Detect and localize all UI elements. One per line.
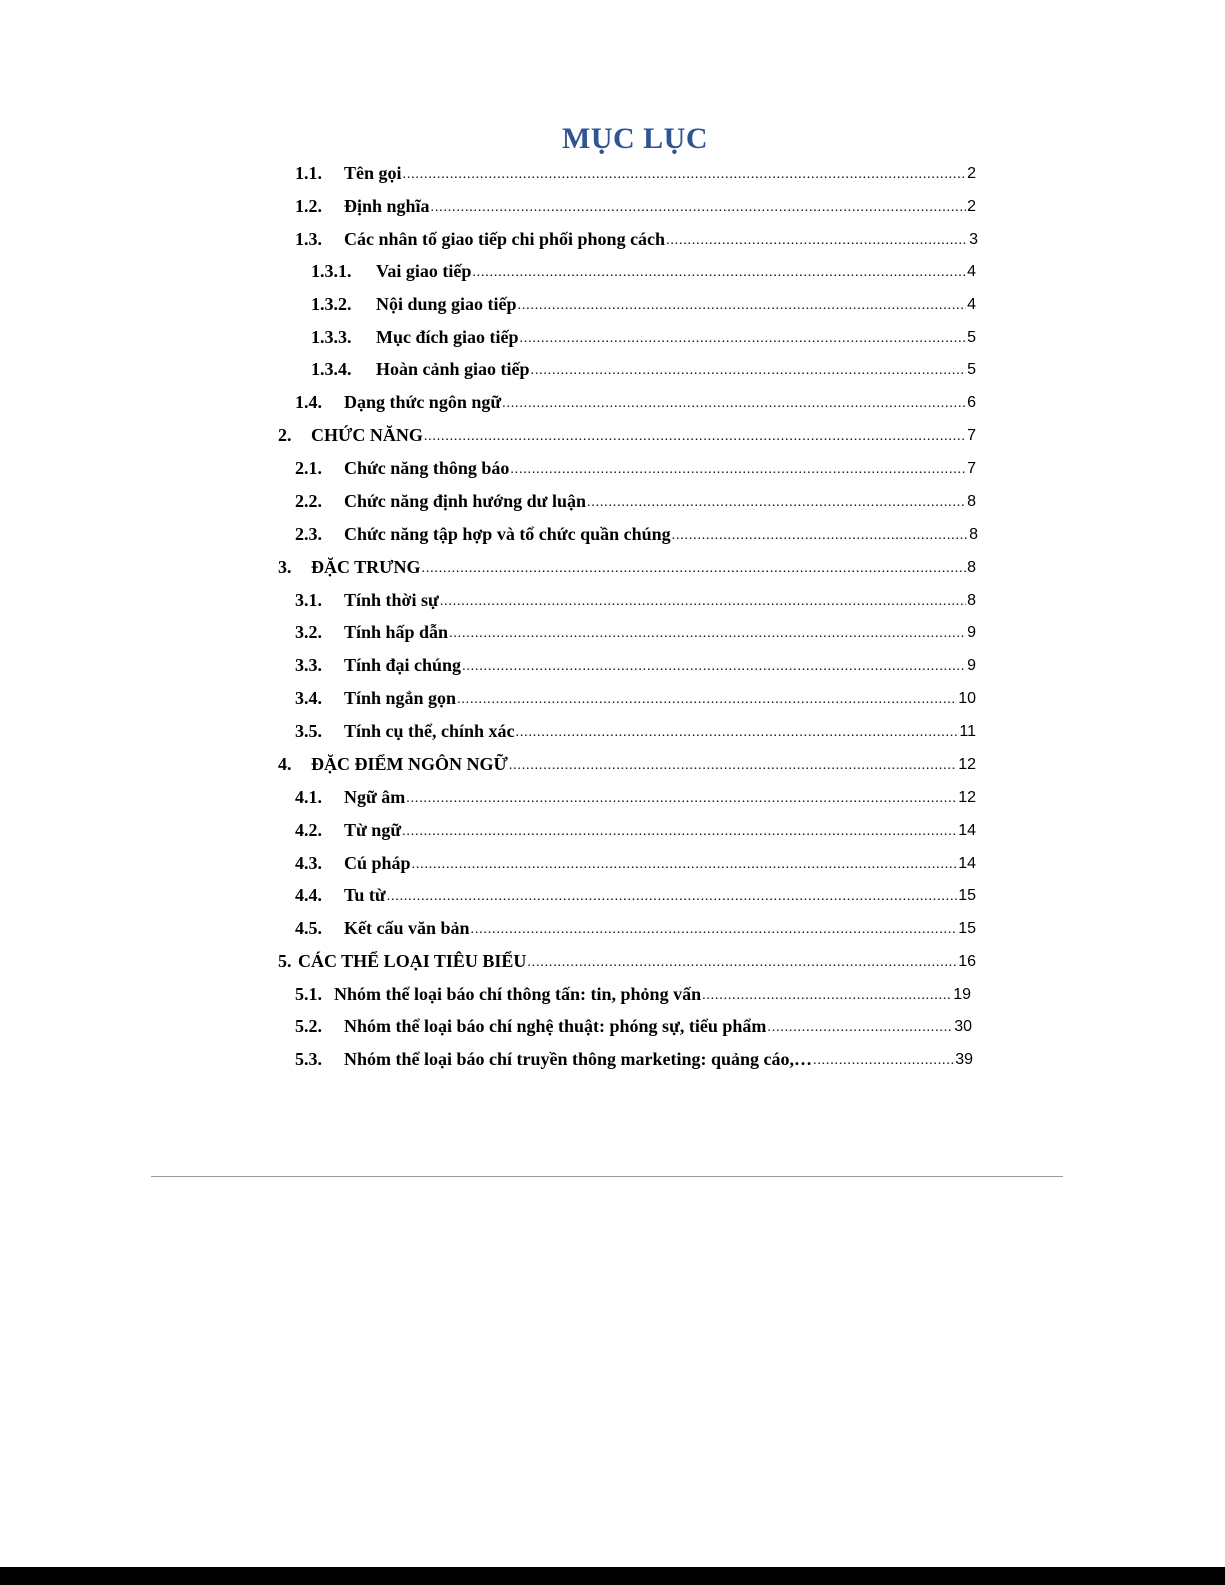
toc-entry[interactable]: [295, 880, 976, 906]
toc-title: Kết cấu văn bản: [344, 918, 470, 938]
toc-title: Chức năng định hướng dư luận: [344, 491, 586, 511]
toc-entry[interactable]: [295, 1011, 972, 1037]
toc-entry[interactable]: [295, 979, 971, 1005]
toc-page-number: 8: [967, 493, 976, 510]
toc-entry[interactable]: [295, 815, 976, 841]
toc-leader: [510, 461, 966, 479]
toc-entry[interactable]: [295, 158, 976, 184]
toc-title: Cú pháp: [344, 853, 411, 873]
toc-page-number: 12: [958, 789, 976, 806]
toc-entry[interactable]: [278, 420, 976, 446]
toc-page-number: 5: [967, 361, 976, 378]
toc-entry[interactable]: [311, 289, 976, 315]
toc-leader: [471, 921, 958, 939]
toc-entry[interactable]: [295, 848, 976, 874]
toc-page-number: 39: [955, 1051, 973, 1068]
toc-number: 3.5.: [295, 721, 322, 741]
toc-entry[interactable]: [311, 256, 976, 282]
toc-number: 4.2.: [295, 820, 322, 840]
toc-title: Tu từ: [344, 885, 386, 905]
toc-number: 5.2.: [295, 1016, 322, 1036]
toc-number: 1.3.: [295, 229, 322, 249]
toc-number: 4.5.: [295, 918, 322, 938]
toc-entry[interactable]: [295, 913, 976, 939]
toc-title: CHỨC NĂNG: [311, 425, 423, 445]
toc-number: 4.1.: [295, 787, 322, 807]
toc-leader: [813, 1052, 954, 1070]
toc-title: Từ ngữ: [344, 820, 402, 840]
toc-page-number: 2: [967, 165, 976, 182]
toc-title: Nhóm thể loại báo chí nghệ thuật: phóng sự, tiểu phẩm: [344, 1016, 767, 1036]
toc-entry[interactable]: [295, 585, 976, 611]
toc-page-number: 8: [967, 592, 976, 609]
toc-leader: [387, 888, 958, 906]
toc-leader: [509, 757, 957, 775]
toc-page-number: 16: [958, 953, 976, 970]
toc-title: CÁC THỂ LOẠI TIÊU BIỂU: [298, 951, 527, 971]
toc-entry[interactable]: [295, 519, 978, 545]
toc-page-number: 19: [953, 986, 971, 1003]
toc-number: 1.3.1.: [311, 261, 352, 281]
toc-leader: [531, 362, 967, 380]
toc-entry[interactable]: [295, 1044, 973, 1070]
toc-entry[interactable]: [295, 782, 976, 808]
toc-title: Nội dung giao tiếp: [376, 294, 517, 314]
toc-entry[interactable]: [295, 191, 976, 217]
toc-leader: [440, 593, 966, 611]
toc-leader: [412, 856, 958, 874]
toc-title: Tính cụ thể, chính xác: [344, 721, 515, 741]
page-divider: [151, 1176, 1063, 1177]
toc-title: ĐẶC TRƯNG: [311, 557, 421, 577]
toc-leader: [402, 823, 957, 841]
toc-page-number: 10: [958, 690, 976, 707]
toc-page-number: 9: [967, 624, 976, 641]
toc-leader: [431, 199, 967, 217]
toc-title: Hoàn cảnh giao tiếp: [376, 359, 530, 379]
toc-page-number: 4: [967, 296, 976, 313]
toc-entry[interactable]: [295, 224, 978, 250]
toc-page-number: 3: [969, 231, 978, 248]
page-bottom-edge: [0, 1567, 1225, 1585]
toc-leader: [666, 232, 968, 250]
toc-entry[interactable]: [295, 486, 976, 512]
toc-title: Tên gọi: [344, 163, 402, 183]
toc-page-number: 9: [967, 657, 976, 674]
toc-page-number: 15: [958, 920, 976, 937]
toc-page-number: 14: [958, 855, 976, 872]
toc-page-number: 8: [967, 559, 976, 576]
toc-leader: [422, 560, 967, 578]
toc-title: Tính thời sự: [344, 590, 439, 610]
toc-page-number: 8: [969, 526, 978, 543]
toc-title: Nhóm thể loại báo chí truyền thông marketing: quảng cáo,…: [344, 1049, 813, 1069]
toc-page-number: 15: [958, 887, 976, 904]
toc-leader: [424, 428, 966, 446]
toc-number: 3.3.: [295, 655, 322, 675]
toc-entry[interactable]: [295, 453, 976, 479]
toc-number: 2.3.: [295, 524, 322, 544]
toc-title: Nhóm thể loại báo chí thông tấn: tin, phỏng vấn: [334, 984, 702, 1004]
toc-leader: [520, 330, 967, 348]
toc-entry[interactable]: [278, 749, 976, 775]
toc-entry[interactable]: [295, 617, 976, 643]
toc-number: 2.: [278, 425, 292, 445]
toc-page-number: 5: [967, 329, 976, 346]
toc-number: 3.1.: [295, 590, 322, 610]
toc-leader: [502, 395, 966, 413]
toc-title: Tính đại chúng: [344, 655, 462, 675]
toc-number: 1.3.3.: [311, 327, 352, 347]
toc-title: Định nghĩa: [344, 196, 430, 216]
toc-number: 5.1.: [295, 984, 322, 1004]
toc-page-number: 14: [958, 822, 976, 839]
toc-number: 1.1.: [295, 163, 322, 183]
toc-title: Chức năng thông báo: [344, 458, 510, 478]
toc-leader: [672, 527, 968, 545]
toc-title: Vai giao tiếp: [376, 261, 472, 281]
toc-number: 2.1.: [295, 458, 322, 478]
toc-entry[interactable]: [278, 946, 976, 972]
toc-title: Ngữ âm: [344, 787, 406, 807]
toc-leader: [406, 790, 957, 808]
toc-entry[interactable]: [311, 354, 976, 380]
toc-leader: [403, 166, 967, 184]
toc-page-number: 7: [967, 427, 976, 444]
toc-number: 3.4.: [295, 688, 322, 708]
toc-title: Chức năng tập hợp và tổ chức quần chúng: [344, 524, 671, 544]
toc-number: 1.2.: [295, 196, 322, 216]
toc-page-number: 11: [959, 723, 976, 740]
toc-page-number: 30: [954, 1018, 972, 1035]
toc-number: 3.2.: [295, 622, 322, 642]
toc-title: ĐẶC ĐIỂM NGÔN NGỮ: [311, 754, 508, 774]
toc-leader: [518, 297, 967, 315]
toc-entry[interactable]: [295, 650, 976, 676]
toc-leader: [767, 1019, 953, 1037]
toc-entry[interactable]: [311, 322, 976, 348]
toc-leader: [472, 264, 966, 282]
toc-number: 3.: [278, 557, 292, 577]
toc-leader: [527, 954, 957, 972]
toc-leader: [516, 724, 959, 742]
toc-leader: [457, 691, 957, 709]
toc-page-number: 7: [967, 460, 976, 477]
toc-number: 4.3.: [295, 853, 322, 873]
toc-leader: [449, 625, 966, 643]
toc-title: Mục đích giao tiếp: [376, 327, 519, 347]
toc-entry[interactable]: [295, 387, 976, 413]
toc-leader: [462, 658, 966, 676]
toc-page-number: 4: [967, 263, 976, 280]
toc-number: 4.: [278, 754, 292, 774]
toc-number: 2.2.: [295, 491, 322, 511]
toc-number: 1.3.2.: [311, 294, 352, 314]
toc-page-number: 12: [958, 756, 976, 773]
toc-number: 5.: [278, 951, 292, 971]
toc-page-number: 2: [967, 198, 976, 215]
toc-number: 5.3.: [295, 1049, 322, 1069]
toc-title: Tính ngắn gọn: [344, 688, 457, 708]
page-title: MỤC LỤC: [562, 122, 708, 155]
toc-entry[interactable]: [295, 683, 976, 709]
toc-title: Tính hấp dẫn: [344, 622, 449, 642]
toc-number: 4.4.: [295, 885, 322, 905]
toc-page-number: 6: [967, 394, 976, 411]
toc-number: 1.3.4.: [311, 359, 352, 379]
toc-title: Dạng thức ngôn ngữ: [344, 392, 502, 412]
toc-entry[interactable]: [295, 716, 976, 742]
toc-number: 1.4.: [295, 392, 322, 412]
toc-title: Các nhân tố giao tiếp chi phối phong cách: [344, 229, 666, 249]
toc-entry[interactable]: [278, 552, 976, 578]
toc-leader: [587, 494, 966, 512]
toc-leader: [702, 987, 952, 1005]
